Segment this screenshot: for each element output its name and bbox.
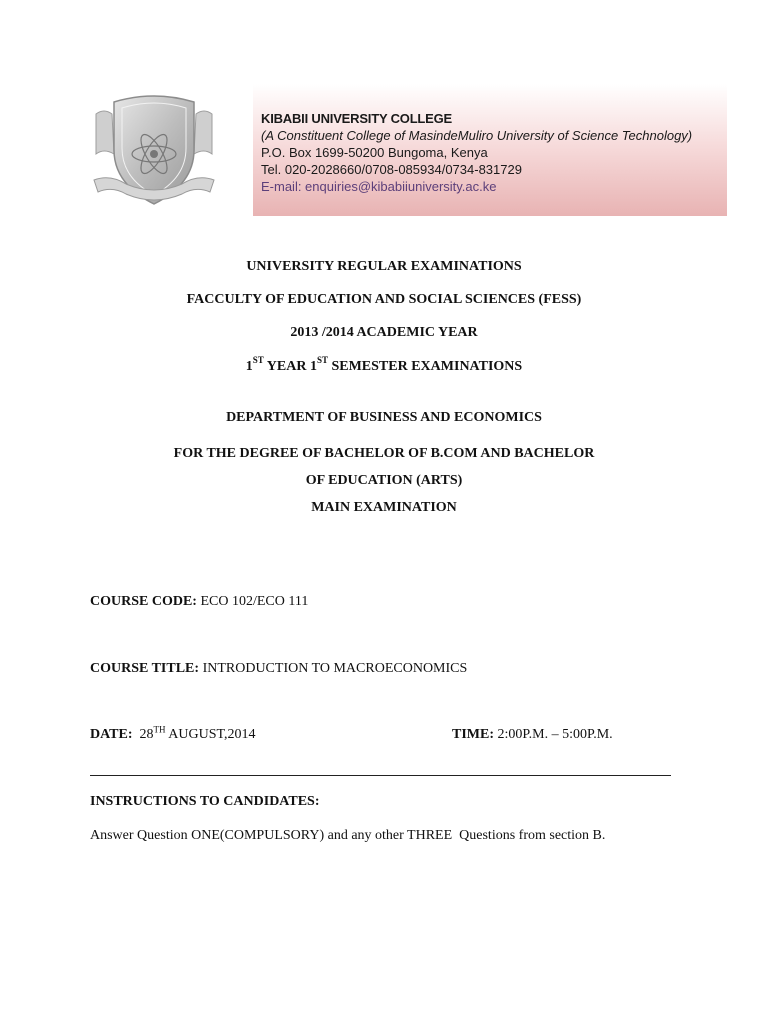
course-title-label: COURSE TITLE: — [90, 661, 200, 676]
faculty-title: FACCULTY OF EDUCATION AND SOCIAL SCIENCES (FESS) — [186, 292, 582, 307]
telephone-numbers: Tel. 020-2028660/0708-085934/0734-831729 — [261, 162, 522, 177]
academic-year-title: 2013 /2014 ACADEMIC YEAR — [290, 325, 478, 340]
course-code-value: ECO 102/ECO 111 — [196, 594, 309, 609]
instructions-text: Answer Question ONE(COMPULSORY) and any other THREE Questions from section B. — [90, 828, 606, 843]
semester-number: 1 — [309, 359, 317, 374]
year-word: YEAR — [263, 359, 310, 374]
time-value: 2:00P.M. – 5:00P.M. — [494, 727, 613, 742]
email-address: E-mail: enquiries@kibabiiuniversity.ac.ke — [261, 179, 497, 194]
degree-title-line-2: OF EDUCATION (ARTS) — [305, 473, 463, 488]
postal-address: P.O. Box 1699-50200 Bungoma, Kenya — [261, 145, 488, 160]
department-title: DEPARTMENT OF BUSINESS AND ECONOMICS — [226, 410, 542, 425]
year-ordinal: ST — [252, 355, 264, 366]
letterhead-block — [253, 84, 727, 216]
college-name: KIBABII UNIVERSITY COLLEGE — [261, 111, 453, 126]
course-title-value: INTRODUCTION TO MACROECONOMICS — [199, 661, 468, 676]
semester-title — [0, 355, 768, 376]
constituent-college-line: (A Constituent College of MasindeMuliro University of Science Technology) — [261, 128, 693, 143]
horizontal-divider — [90, 775, 671, 776]
date-label: DATE: — [90, 727, 133, 742]
exam-type-title: UNIVERSITY REGULAR EXAMINATIONS — [246, 259, 522, 274]
course-code-label: COURSE CODE: — [90, 594, 197, 609]
date-ordinal: TH — [153, 724, 166, 735]
university-crest-icon — [90, 92, 218, 212]
date-line — [90, 726, 256, 744]
semester-ordinal: ST — [316, 355, 328, 366]
date-month-year: AUGUST,2014 — [165, 727, 256, 742]
semester-word: SEMESTER EXAMINATIONS — [327, 359, 523, 374]
time-line — [452, 726, 613, 744]
course-title-line — [90, 660, 467, 678]
time-label: TIME: — [452, 727, 494, 742]
year-number: 1 — [245, 359, 253, 374]
main-examination-title: MAIN EXAMINATION — [311, 500, 457, 515]
date-day: 28 — [139, 727, 154, 742]
course-code-line — [90, 593, 308, 611]
degree-title-line-1: FOR THE DEGREE OF BACHELOR OF B.COM AND BACHELOR — [173, 446, 595, 461]
instructions-heading: INSTRUCTIONS TO CANDIDATES: — [90, 794, 320, 809]
